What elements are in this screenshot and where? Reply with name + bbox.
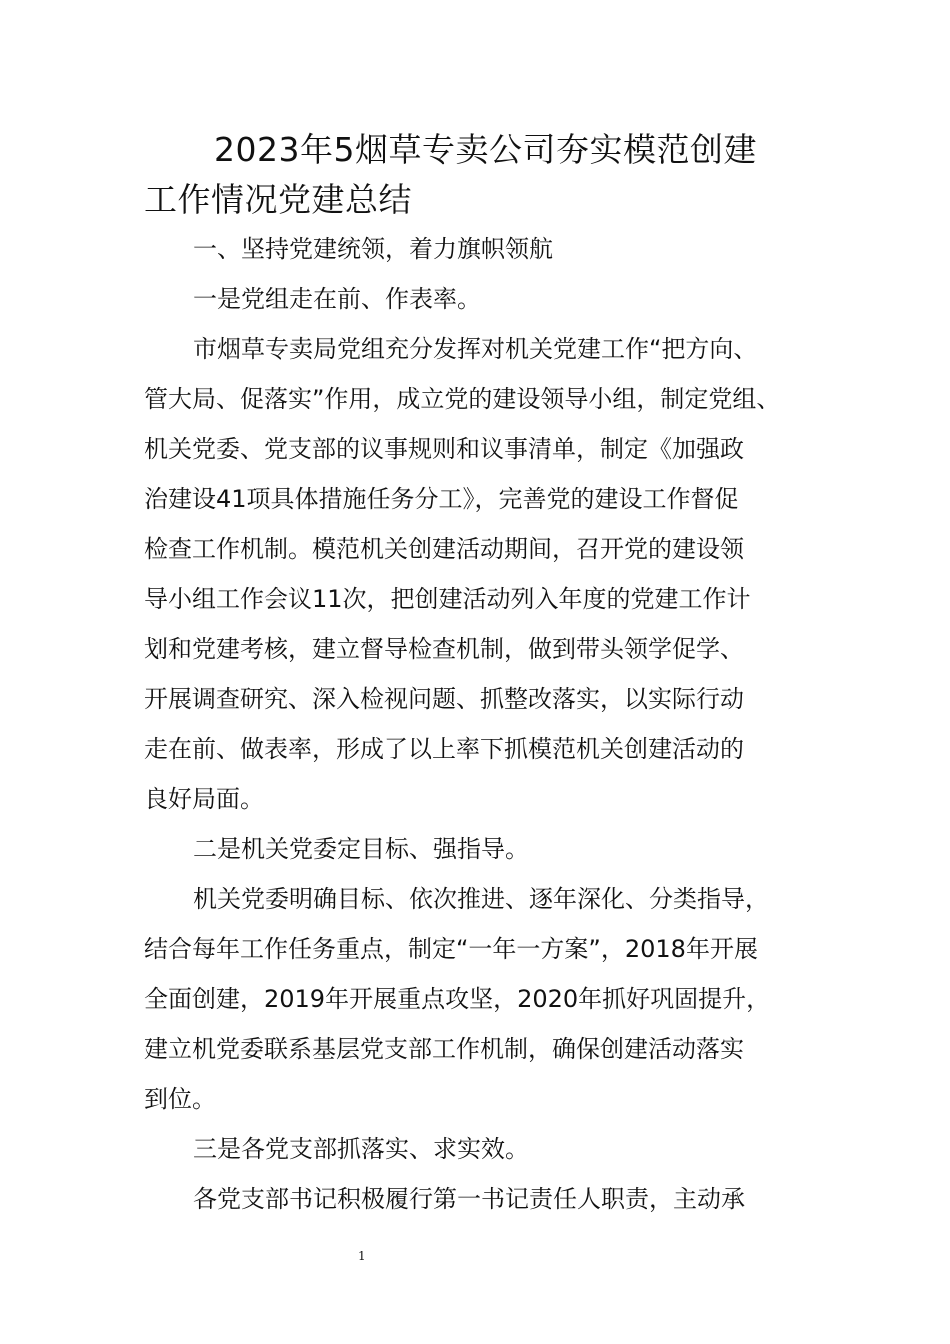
paragraph-line: 机关党委、党支部的议事规则和议事清单，制定《加强政	[144, 435, 744, 463]
subheading: 三是各党支部抓落实、求实效。	[193, 1135, 529, 1163]
paragraph-line: 导小组工作会议11次，把创建活动列入年度的党建工作计	[144, 585, 751, 613]
paragraph-line: 检查工作机制。模范机关创建活动期间，召开党的建设领	[144, 535, 744, 563]
subheading: 二是机关党委定目标、强指导。	[193, 835, 529, 863]
paragraph-line: 全面创建，2019年开展重点攻坚，2020年抓好巩固提升，	[144, 985, 771, 1013]
document-title-line-2: 工作情况党建总结	[144, 180, 412, 219]
paragraph-line: 各党支部书记积极履行第一书记责任人职责，主动承	[193, 1185, 745, 1213]
document-title-line-1: 2023年5烟草专卖公司夯实模范创建	[214, 130, 757, 169]
page-number: 1	[358, 1249, 366, 1263]
paragraph-line: 到位。	[144, 1085, 216, 1113]
paragraph-line: 开展调查研究、深入检视问题、抓整改落实，以实际行动	[144, 685, 744, 713]
paragraph-line: 划和党建考核，建立督导检查机制，做到带头领学促学、	[144, 635, 744, 663]
paragraph-line: 结合每年工作任务重点，制定“一年一方案”，2018年开展	[144, 935, 758, 963]
paragraph-line: 管大局、促落实”作用，成立党的建设领导小组，制定党组、	[144, 385, 781, 413]
paragraph-line: 良好局面。	[144, 785, 264, 813]
paragraph-line: 建立机党委联系基层党支部工作机制，确保创建活动落实	[144, 1035, 744, 1063]
paragraph-line: 治建设41项具体措施任务分工》，完善党的建设工作督促	[144, 485, 739, 513]
section-heading: 一、坚持党建统领，着力旗帜领航	[193, 235, 553, 263]
paragraph-line: 走在前、做表率，形成了以上率下抓模范机关创建活动的	[144, 735, 744, 763]
subheading: 一是党组走在前、作表率。	[193, 285, 481, 313]
paragraph-line: 市烟草专卖局党组充分发挥对机关党建工作“把方向、	[193, 335, 758, 363]
paragraph-line: 机关党委明确目标、依次推进、逐年深化、分类指导，	[193, 885, 769, 913]
